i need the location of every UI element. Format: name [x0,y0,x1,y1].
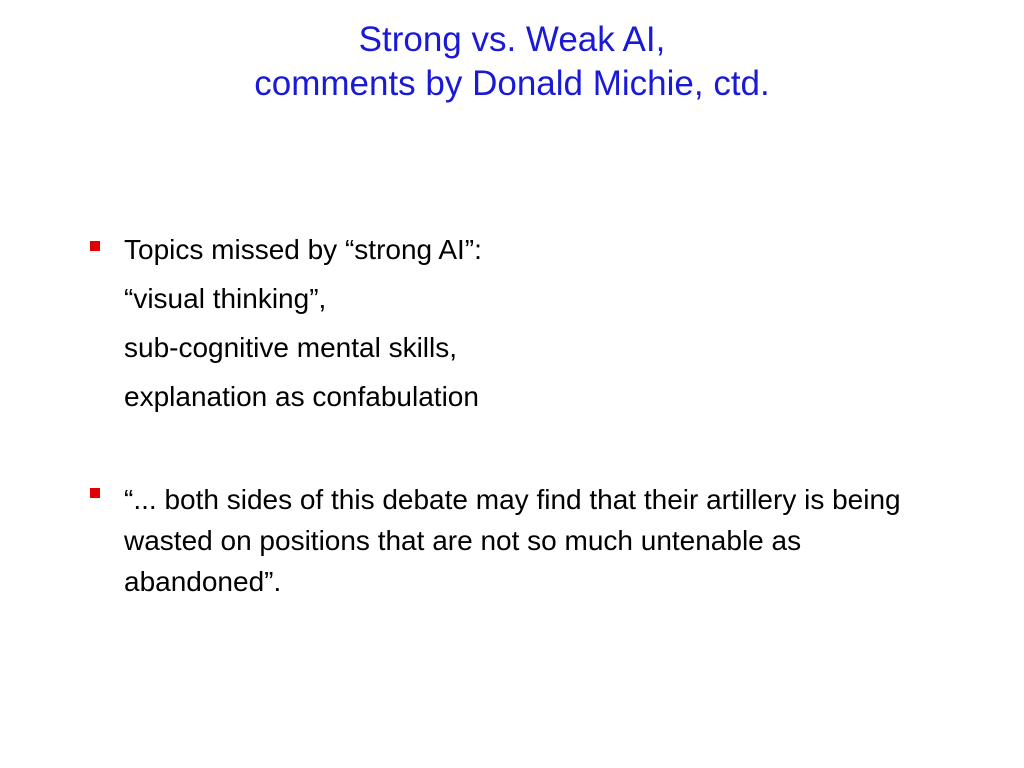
bullet-quote-text: “... both sides of this debate may find that their artillery is being wasted on positions that are not so much untenable as abandoned”. [124,484,901,597]
title-line-2: comments by Donald Michie, ctd. [254,64,770,103]
bullet-line: explanation as confabulation [124,381,479,412]
title-line-1: Strong vs. Weak AI, [358,20,666,59]
slide-title [0,18,1024,106]
bullet-item-quote [90,479,970,602]
bullet-item-topics [90,232,970,428]
bullet-line: “visual thinking”, [124,283,327,314]
bullet-line: sub-cognitive mental skills, [124,332,458,363]
square-bullet-icon [90,488,100,498]
bullet-line: Topics missed by “strong AI”: [124,234,482,265]
square-bullet-icon [90,241,100,251]
